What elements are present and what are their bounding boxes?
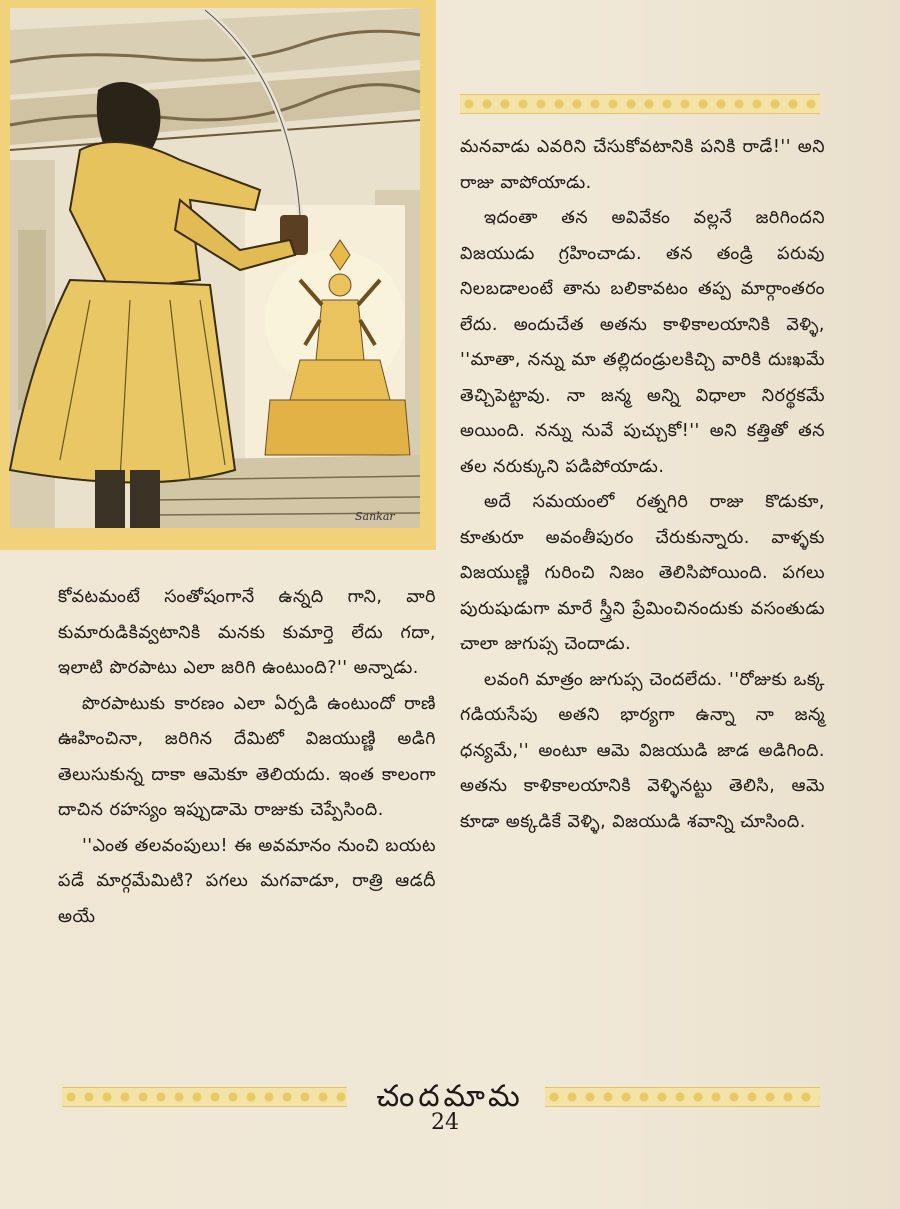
paragraph: లవంగి మాత్రం జుగుప్స చెందలేదు. ''రోజుకు ఒక్క గడియసేపు అతని భార్యగా ఉన్నా నా జన్మ ధన్యమే,'' అంటూ ఆమె విజయుడి జాడ అడిగింది. అతను కాళికాలయానికి వెళ్ళినట్టు తెలిసి, ఆమె కూడా అక్కడికే వెళ్ళి, విజయుడి శవాన్ని చూసింది. [460,669,825,832]
right-column [460,130,825,840]
paragraph: పొరపాటుకు కారణం ఎలా ఏర్పడి ఉంటుందో రాణి ఊహించినా, జరిగిన దేమిటో విజయుణ్ణి అడిగి తెలుసుకున్న దాకా ఆమెకూ తెలియదు. ఇంత కాలంగా దాచిన రహస్యం ఇప్పుడామె రాజుకు చెప్పేసింది. [58,693,436,820]
page-number: 24 [431,1110,459,1135]
illustration-drawing [0,0,436,550]
paragraph: మనవాడు ఎవరిని చేసుకోవటానికి పనికి రాడే!'' అని రాజు వాపోయాడు. [460,137,825,193]
artist-signature: Sankar [355,510,395,523]
decorative-band-top [460,94,820,114]
decorative-band-footer-left [62,1087,347,1107]
paragraph: కోవటమంటే సంతోషంగానే ఉన్నది గాని, వారి కుమారుడికివ్వటానికి మనకు కుమార్తె లేదు గదా, ఇలాటి పొరపాటు ఎలా జరిగి ఉంటుంది?'' అన్నాడు. [58,587,436,678]
paragraph: ''ఎంత తలవంపులు! ఈ అవమానం నుంచి బయట పడే మార్గమేమిటి? పగలు మగవాడూ, రాత్రి ఆడదీ అయే [58,835,436,927]
decorative-band-footer-right [545,1087,820,1107]
paragraph: అదే సమయంలో రత్నగిరి రాజు కొడుకూ, కూతురూ అవంతీపురం చేరుకున్నారు. వాళ్ళకు విజయుణ్ణి గురించి నిజం తెలిసిపోయింది. పగలు పురుషుడుగా మారే స్త్రీని ప్రేమించినందుకు వసంతుడు చాలా జుగుప్స చెందాడు. [460,492,825,654]
magazine-title: చందమామ [376,1079,524,1114]
paragraph: ఇదంతా తన అవివేకం వల్లనే జరిగిందని విజయుడు గ్రహించాడు. తన తండ్రి పరువు నిలబడాలంటే తాను బలికావటం తప్ప మార్గాంతరం లేదు. అందుచేత అతను కాళికాలయానికి వెళ్ళి, ''మాతా, నన్ను మా తల్లిదండ్రులకిచ్చి వారికి దుఃఖమే తెచ్చిపెట్టావు. నా జన్మ అన్ని విధాలా నిరర్థకమే అయింది. నన్ను నువే పుచ్చుకో!'' అని కత్తితో తన తల నరుక్కుని పడిపోయాడు. [460,208,825,477]
illustration [0,0,436,550]
left-column [58,580,436,935]
